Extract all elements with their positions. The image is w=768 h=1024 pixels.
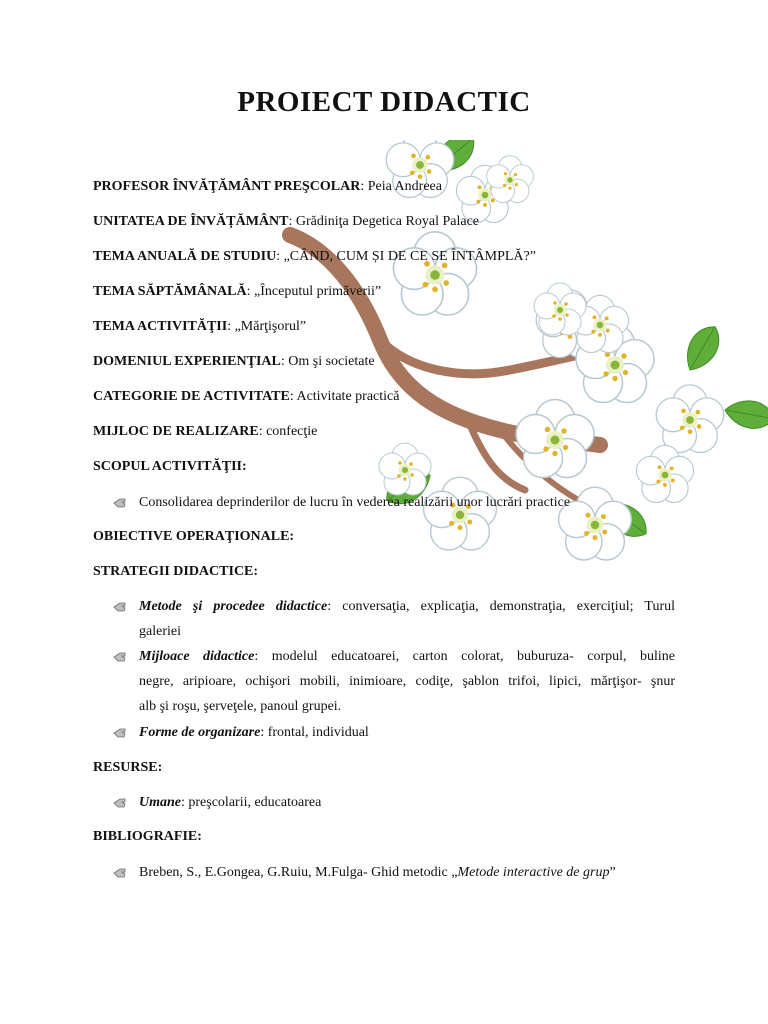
field-label: CATEGORIE DE ACTIVITATE — [93, 389, 290, 404]
hand-pointing-bullet-icon — [113, 726, 127, 740]
field-label: DOMENIUL EXPERIENŢIAL — [93, 354, 281, 369]
field-value: „Începutul primăverii” — [254, 284, 382, 299]
bibliografie-heading: BIBLIOGRAFIE: — [93, 829, 202, 844]
strategie-term: Metode şi procedee didactice — [139, 599, 328, 614]
strategie-line: negre, aripioare, ochişori mobili, inimioare, codiţe, şablon trifoi, lipici, mărţişor- şnur — [139, 674, 675, 689]
field-label: MIJLOC DE REALIZARE — [93, 424, 259, 439]
field-domeniul: DOMENIUL EXPERIENŢIAL: Om şi societate — [93, 354, 375, 369]
strategie-line — [139, 644, 675, 669]
bibliografie-prefix: Breben, S., E.Gongea, G.Ruiu, M.Fulga- Ghid metodic „ — [139, 865, 458, 880]
page-title: PROIECT DIDACTIC — [237, 86, 531, 118]
field-value: confecţie — [266, 424, 318, 439]
hand-pointing-bullet-icon — [113, 796, 127, 810]
field-label: TEMA ANUALĂ DE STUDIU — [93, 249, 277, 264]
field-label: TEMA ACTIVITĂŢII — [93, 319, 228, 334]
bibliografie-title: Metode interactive de grup — [457, 865, 610, 880]
field-profesor: PROFESOR ÎNVĂŢĂMÂNT PREŞCOLAR: Peia Andreea — [93, 179, 442, 194]
field-categorie: CATEGORIE DE ACTIVITATE: Activitate practică — [93, 389, 400, 404]
strategie-line: alb şi roşu, şerveţele, panoul grupei. — [139, 699, 342, 714]
strategie-term: Mijloace didactice — [139, 649, 255, 664]
field-value: Activitate practică — [296, 389, 400, 404]
hand-pointing-bullet-icon — [113, 866, 127, 880]
strategie-text: : conversaţia, explicaţia, demonstraţia, exerciţiul; Turul — [327, 599, 675, 614]
hand-pointing-bullet-icon — [113, 650, 127, 664]
field-value: Om şi societate — [288, 354, 375, 369]
scop-item: Consolidarea deprinderilor de lucru în vederea realizării unor lucrări practice — [139, 495, 571, 510]
resurse-text: : preşcolarii, educatoarea — [181, 795, 322, 810]
strategie-text: : modelul educatoarei, carton colorat, buburuza- corpul, buline — [254, 649, 675, 664]
strategie-term: Forme de organizare — [139, 725, 261, 740]
field-tema-saptamanala: TEMA SĂPTĂMÂNALĂ: „Începutul primăverii” — [93, 284, 382, 299]
field-value: „CÂND, CUM ȘI DE CE SE ÎNTÂMPLĂ?” — [283, 249, 536, 264]
field-value: „Mărţişorul” — [234, 319, 307, 334]
field-label: TEMA SĂPTĂMÂNALĂ — [93, 284, 247, 299]
strategie-forme — [139, 720, 675, 745]
resurse-umane — [139, 790, 675, 815]
bibliografie-item — [139, 860, 675, 885]
hand-pointing-bullet-icon — [113, 600, 127, 614]
field-value: Peia Andreea — [367, 179, 442, 194]
strategie-metode — [139, 594, 675, 644]
field-value: Grădiniţa Degetica Royal Palace — [295, 214, 479, 229]
field-label: UNITATEA DE ÎNVĂȚĂMÂNT — [93, 214, 289, 229]
strategie-line — [139, 594, 675, 619]
bibliografie-suffix: ” — [609, 865, 616, 880]
strategii-heading: STRATEGII DIDACTICE: — [93, 564, 259, 579]
field-tema-anuala: TEMA ANUALĂ DE STUDIU: „CÂND, CUM ȘI DE CE SE ÎNTÂMPLĂ?” — [93, 249, 536, 264]
field-mijloc: MIJLOC DE REALIZARE: confecţie — [93, 424, 318, 439]
hand-pointing-bullet-icon — [113, 496, 127, 510]
strategie-mijloace — [139, 644, 675, 719]
strategie-line: galeriei — [139, 624, 181, 639]
field-label: PROFESOR ÎNVĂŢĂMÂNT PREŞCOLAR — [93, 179, 361, 194]
resurse-term: Umane — [139, 795, 181, 810]
scop-heading: SCOPUL ACTIVITĂŢII: — [93, 459, 247, 474]
field-tema-activitatii: TEMA ACTIVITĂŢII: „Mărţişorul” — [93, 319, 307, 334]
resurse-heading: RESURSE: — [93, 760, 163, 775]
field-unitatea: UNITATEA DE ÎNVĂȚĂMÂNT: Grădiniţa Degetica Royal Palace — [93, 214, 479, 229]
strategie-text: : frontal, individual — [260, 725, 369, 740]
obiective-heading: OBIECTIVE OPERAŢIONALE: — [93, 529, 295, 544]
